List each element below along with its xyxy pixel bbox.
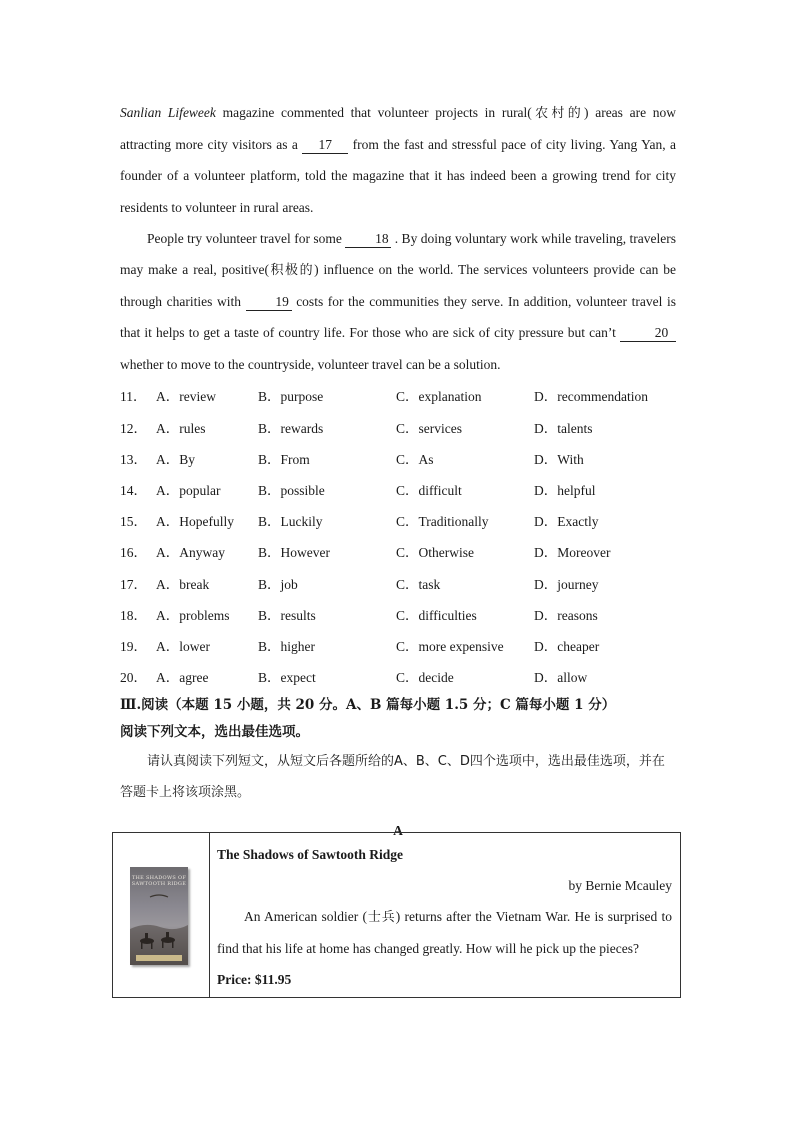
option-a[interactable]: A．review — [156, 389, 216, 405]
option-a[interactable]: A．rules — [156, 420, 206, 436]
p2-text-5: whether to move to the countryside, volunteer travel can be a solution. — [120, 356, 501, 372]
option-c[interactable]: C．services — [396, 420, 462, 436]
option-d[interactable]: D．reasons — [534, 607, 598, 623]
book-info — [210, 833, 680, 997]
question-number: 19． — [120, 638, 147, 654]
question-row — [120, 442, 676, 473]
desc-chinese-gloss: 士兵 — [367, 910, 396, 925]
section-instruction: 请认真阅读下列短文，从短文后各题所给的A、B、C、D四个选项中，选出最佳选项，并在答题卡上将该项涂黑。 — [120, 753, 665, 800]
section-subheading: 阅读下列文本，选出最佳选项。 — [120, 723, 309, 740]
question-row — [120, 411, 676, 442]
passage-paragraph-1 — [120, 97, 676, 223]
question-number: 12． — [120, 420, 147, 436]
option-b[interactable]: B．job — [258, 576, 298, 592]
question-number: 11． — [120, 389, 147, 405]
question-number: 14． — [120, 482, 147, 498]
question-row — [120, 473, 676, 504]
blank-17: 17 — [302, 137, 348, 154]
option-b[interactable]: B．purpose — [258, 389, 324, 405]
p2-text-4: costs for the communities they serve. In addition, volunteer travel is that it helps to get a taste of country life. For those who are sick of city pressure but can’t — [120, 294, 676, 341]
option-d[interactable]: D．With — [534, 451, 584, 467]
option-a[interactable]: A．By — [156, 451, 196, 467]
option-b[interactable]: B．expect — [258, 670, 316, 686]
option-b[interactable]: B．results — [258, 607, 316, 623]
option-b[interactable]: B．From — [258, 451, 310, 467]
option-c[interactable]: C．As — [396, 451, 434, 467]
section-heading: Ⅲ.阅读（本题 15 小题，共 20 分。A、B 篇每小题 1.5 分；C 篇每小题 1 分） — [120, 696, 616, 713]
option-d[interactable]: D．Exactly — [534, 514, 599, 530]
option-d[interactable]: D．Moreover — [534, 545, 611, 561]
option-d[interactable]: D．allow — [534, 670, 588, 686]
cover-title: THE SHADOWS OF SAWTOOTH RIDGE — [131, 875, 187, 887]
book-author: by Bernie Mcauley — [568, 878, 672, 893]
blank-19: 19 — [246, 294, 292, 311]
option-c[interactable]: C．Otherwise — [396, 545, 474, 561]
desc-text-1: An American soldier ( — [244, 909, 368, 924]
option-d[interactable]: D．talents — [534, 420, 593, 436]
question-number: 17． — [120, 576, 147, 592]
question-row — [120, 536, 676, 567]
question-row — [120, 380, 676, 411]
p1-text-3: from the fast and stressful pace of city living. Yang Yan, a founder of a volunteer platform, told the magazine that it has indeed been a growing trend for city residents to volunteer in rural areas. — [120, 137, 676, 215]
question-list — [120, 380, 676, 692]
question-row — [120, 505, 676, 536]
p2-text-1: People try volunteer travel for some — [147, 230, 346, 246]
option-d[interactable]: D．recommendation — [534, 389, 648, 405]
option-d[interactable]: D．cheaper — [534, 638, 600, 654]
question-number: 18． — [120, 607, 147, 623]
p1-text-2: ) areas are now attracting more city visitors as a — [120, 105, 677, 153]
option-b[interactable]: B．rewards — [258, 420, 324, 436]
option-c[interactable]: C．Traditionally — [396, 514, 489, 530]
book-listing — [112, 832, 681, 998]
option-c[interactable]: C．task — [396, 576, 441, 592]
option-d[interactable]: D．journey — [534, 576, 599, 592]
blank-20: 20 — [620, 325, 676, 342]
blank-18: 18 — [345, 231, 391, 248]
option-a[interactable]: A．lower — [156, 638, 210, 654]
page-content — [120, 97, 676, 846]
option-c[interactable]: C．difficulties — [396, 607, 477, 623]
option-c[interactable]: C．difficult — [396, 482, 462, 498]
option-c[interactable]: C．more expensive — [396, 638, 504, 654]
magazine-name: Sanlian Lifeweek — [120, 105, 216, 120]
option-a[interactable]: A．Anyway — [156, 545, 225, 561]
passage-letter: A — [393, 822, 403, 838]
option-a[interactable]: A．popular — [156, 482, 221, 498]
book-description — [217, 901, 672, 964]
question-row — [120, 629, 676, 660]
option-a[interactable]: A．problems — [156, 607, 230, 623]
p1-text-1: magazine commented that volunteer projects in rural( — [215, 105, 532, 120]
desc-text-2: ) returns after the Vietnam War. He is surprised to find that his life at home has changed greatly. How will he pick up the pieces? — [217, 909, 672, 956]
cover-author-band — [136, 955, 182, 961]
option-a[interactable]: A．agree — [156, 670, 209, 686]
question-number: 16． — [120, 545, 147, 561]
option-b[interactable]: B．higher — [258, 638, 315, 654]
option-b[interactable]: B．Luckily — [258, 514, 323, 530]
passage-paragraph-2 — [120, 223, 676, 380]
option-d[interactable]: D．helpful — [534, 482, 596, 498]
question-row — [120, 661, 676, 692]
question-row — [120, 598, 676, 629]
p2-chinese-gloss: 积极的 — [268, 263, 315, 279]
cover-artwork — [130, 867, 188, 965]
book-price: Price: $11.95 — [217, 972, 292, 987]
p2-text-3: ) influence on the world. The services volunteers provide can be through charities with — [120, 262, 676, 310]
option-b[interactable]: B．However — [258, 545, 330, 561]
p1-chinese-gloss: 农村的 — [531, 106, 585, 121]
book-cover-cell — [113, 833, 210, 997]
question-number: 13． — [120, 451, 147, 467]
p2-text-2: . By doing voluntary work while traveling, travelers may make a real, positive( — [120, 230, 676, 278]
option-a[interactable]: A．break — [156, 576, 210, 592]
option-c[interactable]: C．explanation — [396, 389, 482, 405]
option-b[interactable]: B．possible — [258, 482, 325, 498]
option-a[interactable]: A．Hopefully — [156, 514, 234, 530]
question-number: 15． — [120, 514, 147, 530]
book-title: The Shadows of Sawtooth Ridge — [217, 847, 404, 862]
question-number: 20． — [120, 670, 147, 686]
book-cover-image — [130, 867, 188, 965]
option-c[interactable]: C．decide — [396, 670, 454, 686]
question-row — [120, 567, 676, 598]
